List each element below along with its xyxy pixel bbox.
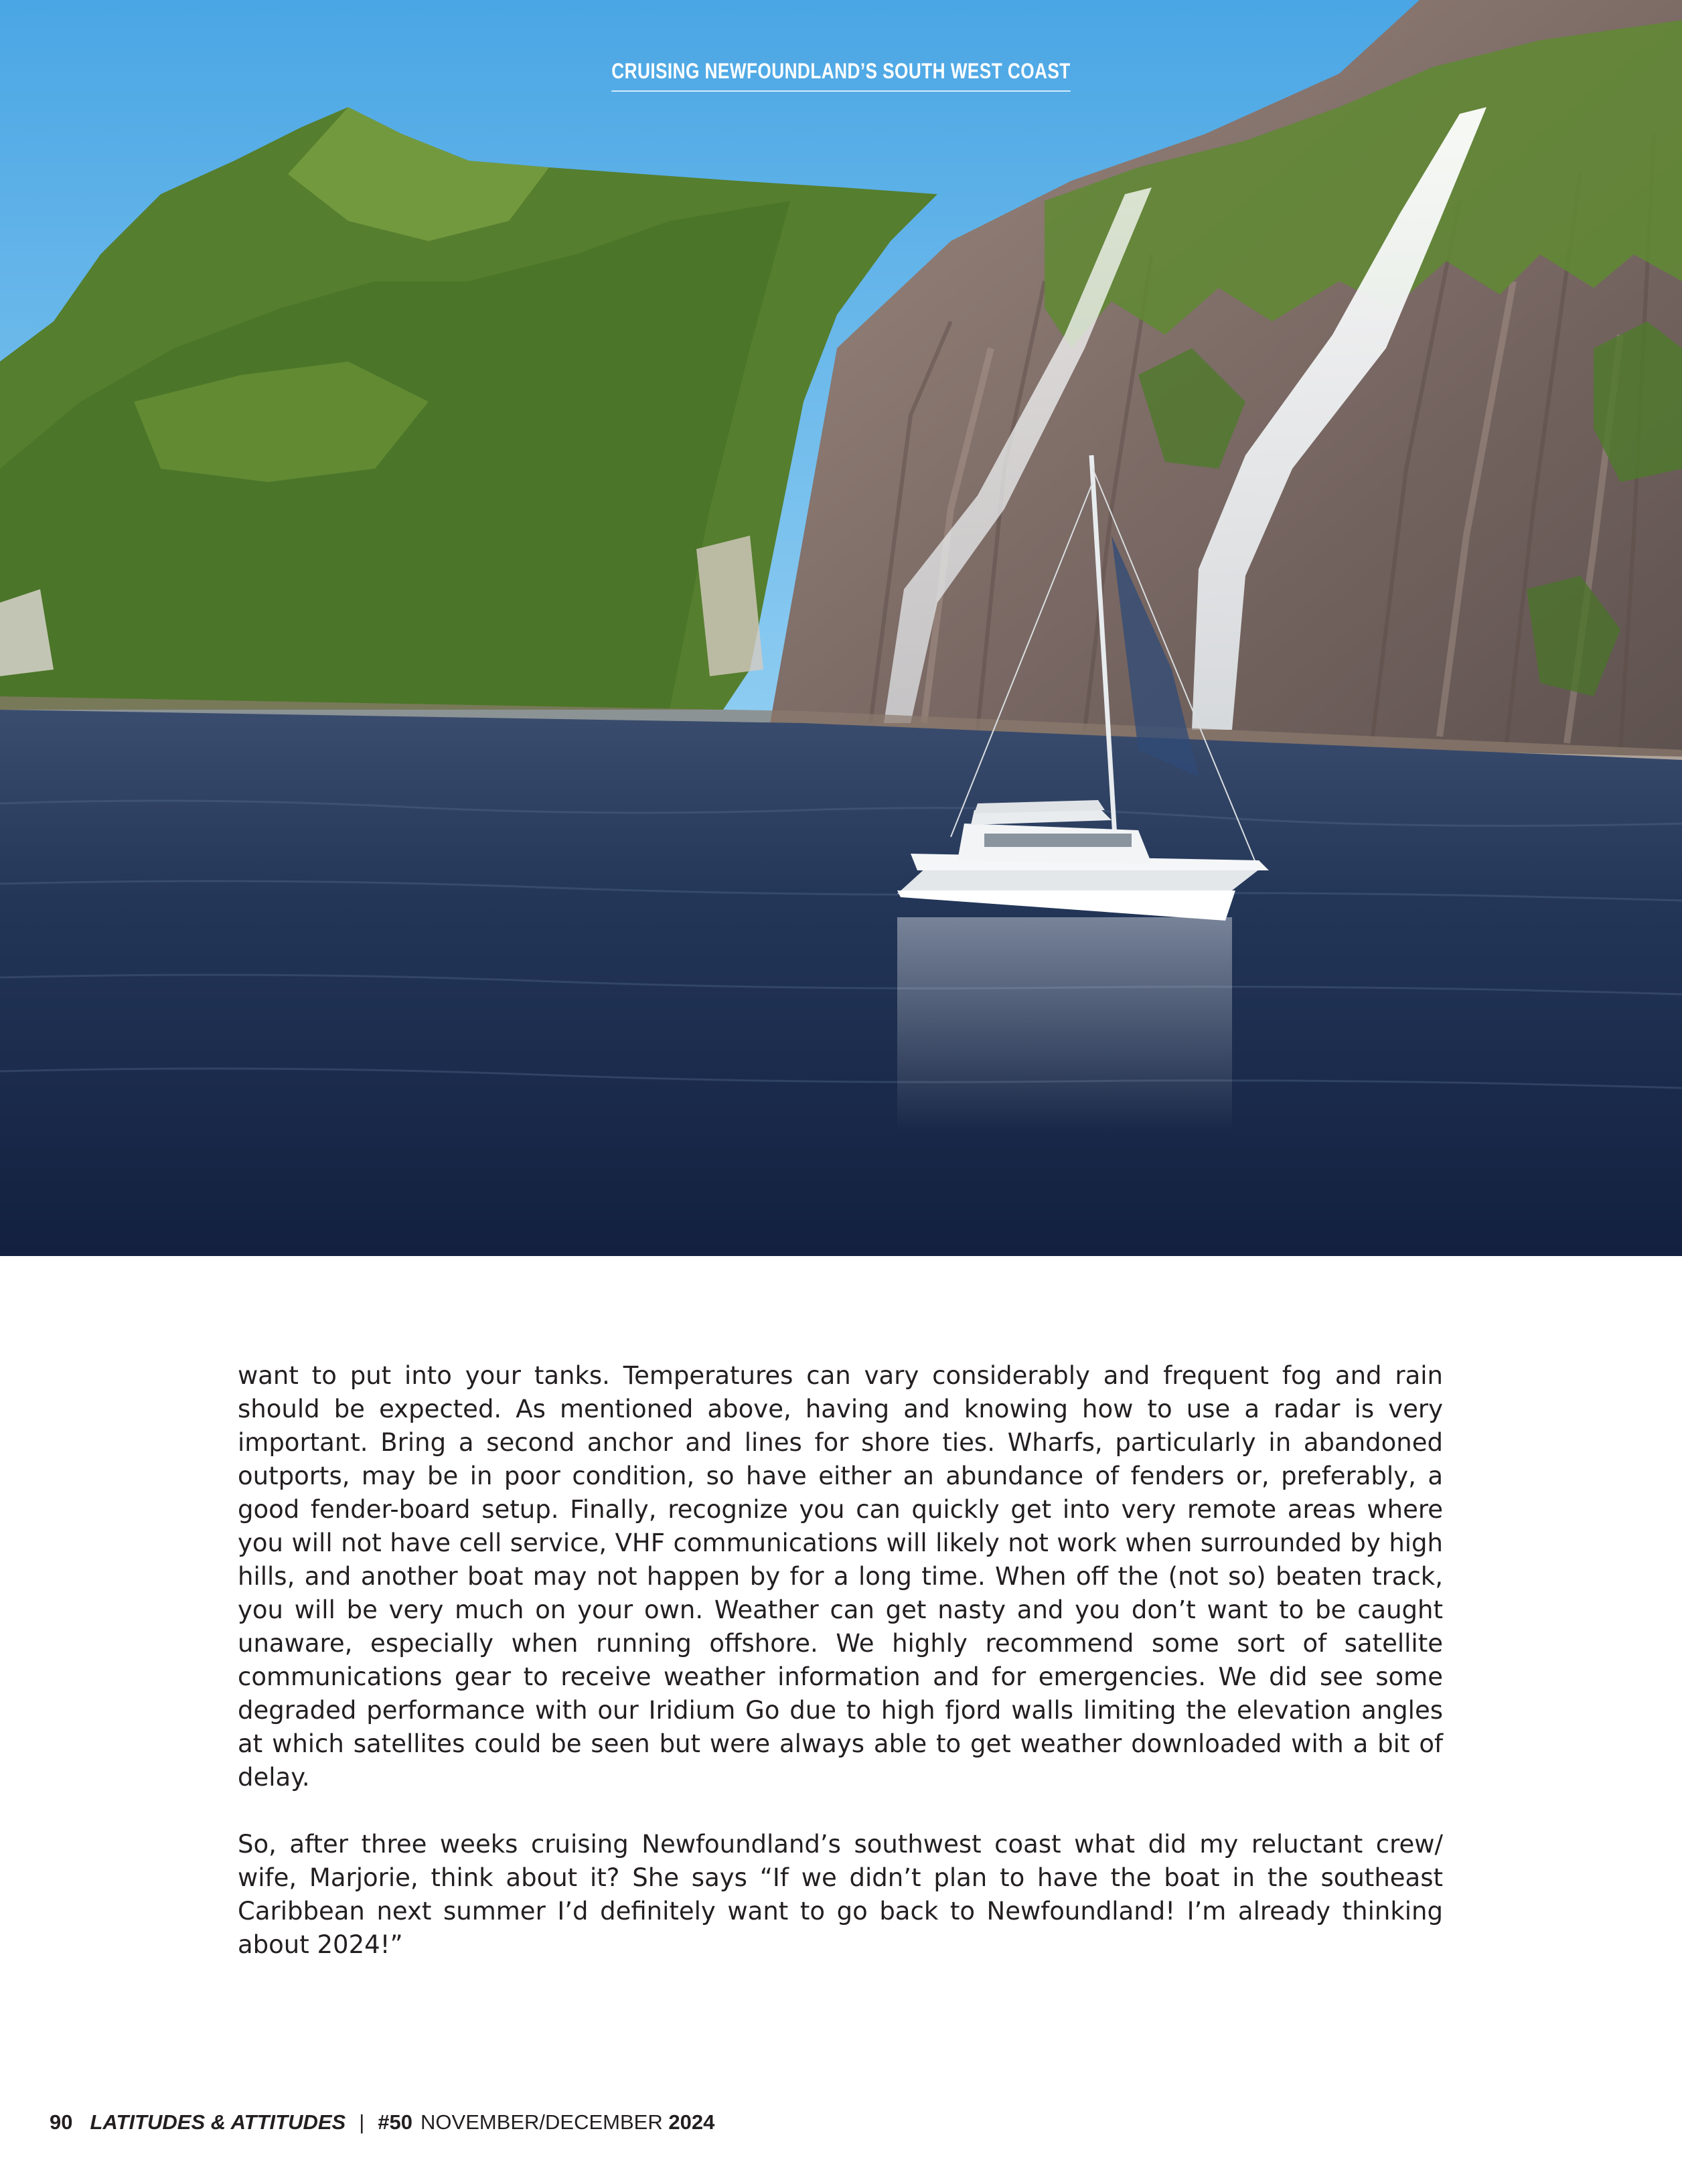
article-body <box>238 1359 1443 1995</box>
issue-year: 2024 <box>668 2110 715 2134</box>
article-paragraph: So, after three weeks cruising Newfoundland’s southwest coast what did my reluctant crew/ wife, Marjorie, think about it? She says “If we didn’t plan to have the boat in the southeast Caribbean next summer I’d definitely want to go back to Newfoundland! I’m already thinking about 2024!” <box>238 1830 1443 1959</box>
footer-separator: | <box>359 2110 365 2134</box>
magazine-name: LATITUDES & ATTITUDES <box>90 2110 346 2134</box>
issue-months: NOVEMBER/DECEMBER <box>420 2110 663 2134</box>
article-paragraph: want to put into your tanks. Temperatures can vary considerably and frequent fog and rain should be expected. As mentioned above, having and knowing how to use a radar is very important. Bring a second anchor and lines for shore ties. Wharfs, particularly in abandoned outports, may be in poor condition, so have either an abundance of fenders or, preferably, a good fender-board setup. Finally, recognize you can quickly get into very remote areas where you will not have cell service, VHF communications will likely not work when surrounded by high hills, and another boat may not happen by for a long time. When off the (not so) beaten track, you will be very much on your own. Weather can get nasty and you don’t want to be caught unaware, especially when running offshore. We highly recommend some sort of satellite communications gear to receive weather information and for emergencies. We did see some degraded performance with our Iridium Go due to high fjord walls limiting the elevation angles at which satellites could be seen but were always able to get weather downloaded with a bit of delay. <box>238 1361 1443 1792</box>
page-footer <box>50 2110 714 2134</box>
page-number: 90 <box>50 2110 73 2134</box>
section-title: CRUISING NEWFOUNDLAND’S SOUTH WEST COAST <box>611 59 1071 92</box>
water <box>0 710 1682 1256</box>
running-head <box>0 59 1682 92</box>
issue-number: #50 <box>378 2110 413 2134</box>
